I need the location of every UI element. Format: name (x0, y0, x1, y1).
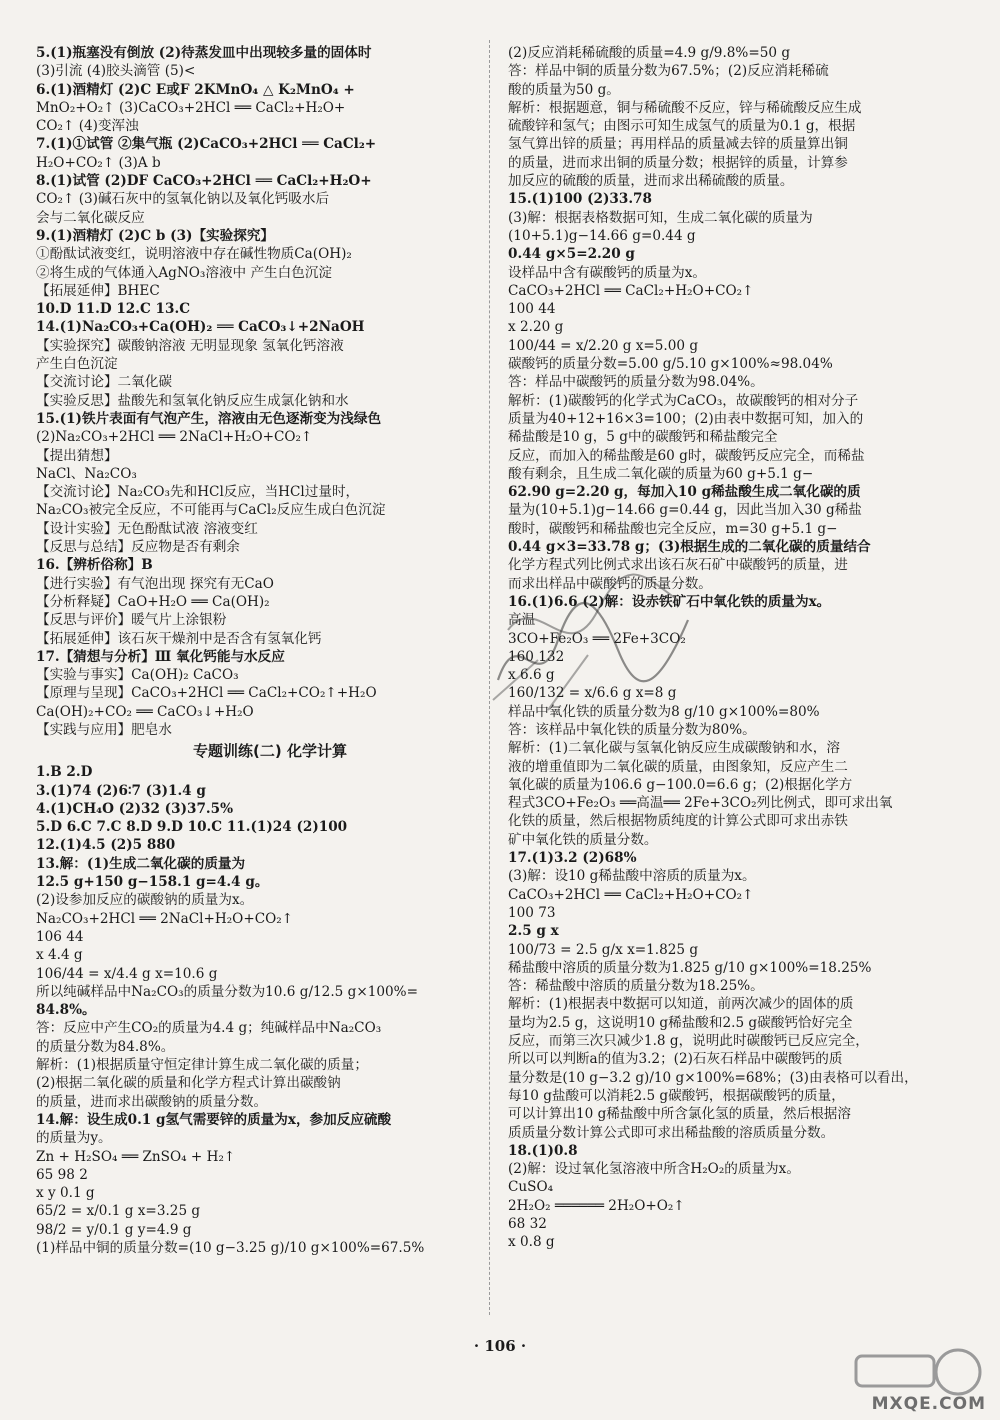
answer-line: (1)样品中铜的质量分数=(10 g−3.25 g)/10 g×100%=67.5% (36, 1240, 425, 1256)
answer-line: 98/2 = y/0.1 g y=4.9 g (36, 1221, 192, 1238)
page-number: · 106 · (473, 1337, 527, 1355)
answer-line: 酸时，碳酸钙和稀盐酸也完全反应，m=30 g+5.1 g− (508, 520, 838, 537)
answer-line: 8.(1)试管 (2)DF CaCO₃+2HCl ══ CaCl₂+H₂O+ (36, 173, 372, 190)
answer-line: 量为(10+5.1)g−14.66 g=0.44 g，因此当加入30 g稀盐 (508, 502, 862, 519)
answer-line: CuSO₄ (508, 1179, 554, 1196)
section-heading: 专题训练(二) 化学计算 (193, 742, 347, 761)
answer-line: 程式3CO+Fe₂O₃ ══高温══ 2Fe+3CO₂列比例式，即可求出氧 (508, 795, 893, 812)
answer-line: 106 44 (36, 928, 84, 945)
answer-line: MnO₂+O₂↑ (3)CaCO₃+2HCl ══ CaCl₂+H₂O+ (36, 99, 346, 116)
answer-line: 加反应的硫酸的质量，进而求出稀硫酸的质量。 (508, 173, 794, 190)
answer-line: 【提出猜想】 (36, 447, 118, 464)
answer-line: 样品中氧化铁的质量分数为8 g/10 g×100%=80% (508, 703, 820, 720)
watermark-text: MXQE.COM (871, 1394, 986, 1414)
answer-line: 解析：(1)碳酸钙的化学式为CaCO₃，故碳酸钙的相对分子 (508, 392, 859, 409)
answer-line: 100/44 = x/2.20 g x=5.00 g (508, 337, 699, 354)
answer-line: 【反思与评价】暖气片上涂银粉 (36, 612, 227, 629)
answer-line: (3)引流 (4)胶头滴管 (5)< (36, 63, 196, 80)
answer-line: x 4.4 g (36, 947, 83, 964)
answer-line: ①酚酞试液变红，说明溶液中存在碱性物质Ca(OH)₂ (36, 246, 352, 263)
answers-section-2 (36, 763, 504, 1257)
answer-line: 而求出样品中碳酸钙的质量分数。 (508, 575, 712, 592)
answer-line: 【设计实验】无色酚酞试液 溶液变红 (36, 520, 258, 537)
answer-line: 65 98 2 (36, 1166, 88, 1183)
answer-line: x 6.6 g (508, 667, 555, 684)
answer-line: 化铁的质量，然后根据物质纯度的计算公式即可求出赤铁 (508, 813, 848, 830)
answer-line: 氧化碳的质量为106.6 g−100.0=6.6 g；(2)根据化学方 (508, 776, 853, 793)
answer-line: 12.5 g+150 g−158.1 g=4.4 g。 (36, 874, 269, 891)
answer-line: 酸的质量为50 g。 (508, 81, 620, 98)
answer-line: 1.B 2.D (36, 764, 93, 781)
answer-line: (2)反应消耗稀硫酸的质量=4.9 g/9.8%=50 g (508, 45, 791, 61)
answer-line: 反应，而加入的稀盐酸是60 g时，碳酸钙反应完全，而稀盐 (508, 447, 865, 464)
answer-line: 18.(1)0.8 (508, 1142, 578, 1159)
answer-line: 【分析释疑】CaO+H₂O ══ Ca(OH)₂ (36, 593, 270, 610)
answer-line: 答：稀盐酸中溶质的质量分数为18.25%。 (508, 978, 764, 995)
answer-line: 解析：(1)二氧化碳与氢氧化钠反应生成碳酸钠和水，溶 (508, 740, 840, 757)
answer-line: 16.【辨析俗称】B (36, 557, 153, 574)
answer-line: 答：该样品中氧化铁的质量分数为80%。 (508, 721, 756, 738)
answer-line: 62.90 g=2.20 g，每加入10 g稀盐酸生成二氧化碳的质 (508, 484, 861, 501)
answer-line: 解析：(1)根据质量守恒定律计算生成二氧化碳的质量； (36, 1057, 368, 1074)
right-column (508, 44, 976, 1252)
answer-line: 每10 g盐酸可以消耗2.5 g碳酸钙，根据碳酸钙的质量， (508, 1087, 845, 1104)
answer-line: 【进行实验】有气泡出现 探究有无CaO (36, 575, 274, 592)
answer-line: 160/132 = x/6.6 g x=8 g (508, 685, 677, 702)
answer-line: (3)解：根据表格数据可知，生成二氧化碳的质量为 (508, 209, 813, 226)
answer-line: 160 132 (508, 648, 565, 665)
answer-line: 【原理与呈现】CaCO₃+2HCl ══ CaCl₂+CO₂↑+H₂O (36, 685, 377, 702)
answer-line: 答：样品中碳酸钙的质量分数为98.04%。 (508, 374, 764, 391)
answer-line: NaCl、Na₂CO₃ (36, 465, 137, 482)
answer-line: 17.【猜想与分析】Ⅲ 氧化钙能与水反应 (36, 648, 285, 665)
answer-line: 5.(1)瓶塞没有倒放 (2)待蒸发皿中出现较多量的固体时 (36, 45, 372, 61)
answer-line: 酸有剩余，且生成二氧化碳的质量为60 g+5.1 g− (508, 465, 814, 482)
answer-line: Na₂CO₃+2HCl ══ 2NaCl+H₂O+CO₂↑ (36, 910, 294, 927)
answer-line: 的质量分数为84.8%。 (36, 1038, 175, 1055)
answer-line: 量分数是(10 g−3.2 g)/10 g×100%=68%；(3)由表格可以看出， (508, 1069, 918, 1086)
answer-line: 碳酸钙的质量分数=5.00 g/5.10 g×100%≈98.04% (508, 356, 833, 373)
answer-line: 质质量分数计算公式即可求出稀盐酸的溶质质量分数。 (508, 1124, 835, 1141)
answer-line: x 2.20 g (508, 319, 564, 336)
answer-line: 100/73 = 2.5 g/x x=1.825 g (508, 941, 699, 958)
answer-line: 68 32 (508, 1216, 547, 1232)
answer-line: 0.44 g×5=2.20 g (508, 246, 635, 263)
answer-line: x 0.8 g (508, 1234, 555, 1251)
answer-line: 2.5 g x (508, 923, 559, 940)
left-column (36, 44, 504, 1257)
answer-line: 106/44 = x/4.4 g x=10.6 g (36, 965, 218, 982)
answer-line: CO₂↑ (4)变浑浊 (36, 118, 139, 135)
answer-line: 量均为2.5 g，这说明10 g稀盐酸和2.5 g碳酸钙恰好完全 (508, 1014, 853, 1031)
answer-line: 解析：(1)根据表中数据可以知道，前两次减少的固体的质 (508, 996, 854, 1013)
answer-line: 的质量，进而求出碳酸钠的质量分数。 (36, 1093, 268, 1110)
answer-line: H₂O+CO₂↑ (3)A b (36, 154, 161, 171)
answer-line: 100 44 (508, 301, 556, 318)
answer-line: CaCO₃+2HCl ══ CaCl₂+H₂O+CO₂↑ (508, 886, 754, 903)
answer-line: (10+5.1)g−14.66 g=0.44 g (508, 227, 696, 244)
answer-line: ②将生成的气体通入AgNO₃溶液中 产生白色沉淀 (36, 264, 333, 281)
answer-line: 会与二氧化碳反应 (36, 209, 145, 226)
answer-line: 产生白色沉淀 (36, 356, 118, 373)
answer-line: 65/2 = x/0.1 g x=3.25 g (36, 1203, 201, 1220)
answer-line: 【实践与应用】肥皂水 (36, 721, 172, 738)
answer-line: 化学方程式列比例式求出该石灰石矿中碳酸钙的质量，进 (508, 557, 848, 574)
answer-line: 设样品中含有碳酸钙的质量为x。 (508, 264, 706, 281)
answer-line: 硫酸锌和氢气；由图示可知生成氢气的质量为0.1 g，根据 (508, 118, 856, 135)
answer-line: 16.(1)6.6 (2)解：设赤铁矿石中氧化铁的质量为x。 (508, 593, 831, 610)
answer-line: 15.(1)100 (2)33.78 (508, 191, 652, 208)
answer-line: x y 0.1 g (36, 1185, 95, 1202)
answer-line: 矿中氧化铁的质量分数。 (508, 831, 658, 848)
answer-line: 液的增重值即为二氧化碳的质量，由图象知，反应产生二 (508, 758, 848, 775)
answer-line: 84.8%。 (36, 1002, 96, 1019)
answer-line: (2)根据二氧化碳的质量和化学方程式计算出碳酸钠 (36, 1075, 341, 1092)
answer-line: 【实验反思】盐酸先和氢氧化钠反应生成氯化钠和水 (36, 392, 349, 409)
answer-line: 所以可以判断a的值为3.2；(2)石灰石样品中碳酸钙的质 (508, 1051, 843, 1068)
answer-line: CaCO₃+2HCl ══ CaCl₂+H₂O+CO₂↑ (508, 282, 754, 299)
answer-line: 12.(1)4.5 (2)5 880 (36, 837, 176, 854)
answer-line: 6.(1)酒精灯 (2)C E或F 2KMnO₄ △ K₂MnO₄ + (36, 81, 355, 98)
answer-line: 【实验与事实】Ca(OH)₂ CaCO₃ (36, 667, 239, 684)
answer-line: 质量为40+12+16×3=100；(2)由表中数据可知，加入的 (508, 410, 864, 427)
answer-line: 9.(1)酒精灯 (2)C b (3)【实验探究】 (36, 227, 275, 244)
answer-line: 【交流讨论】二氧化碳 (36, 374, 172, 391)
answer-line: 答：样品中铜的质量分数为67.5%；(2)反应消耗稀硫 (508, 63, 829, 80)
answer-line: 【实验探究】碳酸钠溶液 无明显现象 氢氧化钙溶液 (36, 337, 344, 354)
answer-line: 的质量，进而求出铜的质量分数；根据锌的质量，计算参 (508, 154, 848, 171)
answer-line: 解析：根据题意，铜与稀硫酸不反应，锌与稀硫酸反应生成 (508, 99, 862, 116)
answer-line: CO₂↑ (3)碱石灰中的氢氧化钠以及氧化钙吸水后 (36, 191, 330, 208)
answer-line: 0.44 g×3=33.78 g；(3)根据生成的二氧化碳的质量结合 (508, 539, 871, 556)
answer-line: 15.(1)铁片表面有气泡产生，溶液由无色逐渐变为浅绿色 (36, 410, 382, 427)
answer-line: 【拓展延伸】该石灰干燥剂中是否含有氢氧化钙 (36, 630, 322, 647)
answer-line: 【交流讨论】Na₂CO₃先和HCl反应，当HCl过量时， (36, 484, 360, 501)
answer-line: 4.(1)CH₄O (2)32 (3)37.5% (36, 800, 234, 817)
answer-line: 【反思与总结】反应物是否有剩余 (36, 539, 240, 556)
answer-line: 所以纯碱样品中Na₂CO₃的质量分数为10.6 g/12.5 g×100%= (36, 983, 418, 1000)
column-divider (489, 40, 490, 1315)
answers-section-1 (36, 44, 504, 739)
answer-line: Zn + H₂SO₄ ══ ZnSO₄ + H₂↑ (36, 1148, 236, 1165)
answer-line: Ca(OH)₂+CO₂ ══ CaCO₃↓+H₂O (36, 703, 254, 720)
answer-line: 稀盐酸是10 g，5 g中的碳酸钙和稀盐酸完全 (508, 429, 778, 446)
answer-line: 氢气算出锌的质量；再用样品的质量减去锌的质量算出铜 (508, 136, 848, 153)
answer-line: 7.(1)①试管 ②集气瓶 (2)CaCO₃+2HCl ══ CaCl₂+ (36, 136, 377, 153)
answer-line: 3CO+Fe₂O₃ ══ 2Fe+3CO₂ (508, 630, 686, 647)
answer-line: 14.(1)Na₂CO₃+Ca(OH)₂ ══ CaCO₃↓+2NaOH (36, 319, 365, 336)
answer-line: (3)解：设10 g稀盐酸中溶质的质量为x。 (508, 868, 756, 885)
answer-line: 【拓展延伸】BHEC (36, 282, 160, 299)
answer-line: 13.解：(1)生成二氧化碳的质量为 (36, 855, 246, 872)
answer-line: 17.(1)3.2 (2)68% (508, 850, 637, 867)
answer-line: 2H₂O₂ ══════ 2H₂O+O₂↑ (508, 1197, 685, 1214)
answer-line: Na₂CO₃被完全反应，不可能再与CaCl₂反应生成白色沉淀 (36, 502, 386, 519)
answer-line: 5.D 6.C 7.C 8.D 9.D 10.C 11.(1)24 (2)100 (36, 819, 348, 836)
answer-line: (2)Na₂CO₃+2HCl ══ 2NaCl+H₂O+CO₂↑ (36, 429, 313, 446)
answer-line: 高温 (508, 612, 536, 629)
answer-line: 10.D 11.D 12.C 13.C (36, 301, 191, 318)
answer-line: (2)解：设过氧化氢溶液中所含H₂O₂的质量为x。 (508, 1161, 800, 1178)
answer-line: 稀盐酸中溶质的质量分数为1.825 g/10 g×100%=18.25% (508, 959, 872, 976)
answer-line: 可以计算出10 g稀盐酸中所含氯化氢的质量，然后根据溶 (508, 1106, 851, 1123)
answer-line: (2)设参加反应的碳酸钠的质量为x。 (36, 892, 254, 909)
answer-line: 反应，而第三次只减少1.8 g，说明此时碳酸钙已反应完全， (508, 1033, 869, 1050)
answer-line: 答：反应中产生CO₂的质量为4.4 g；纯碱样品中Na₂CO₃ (36, 1020, 382, 1037)
answer-line: 3.(1)74 (2)6∶7 (3)1.4 g (36, 782, 206, 799)
answer-line: 14.解：设生成0.1 g氢气需要锌的质量为x，参加反应硫酸 (36, 1111, 392, 1128)
answer-line: 的质量为y。 (36, 1130, 112, 1147)
answer-line: 100 73 (508, 904, 556, 921)
